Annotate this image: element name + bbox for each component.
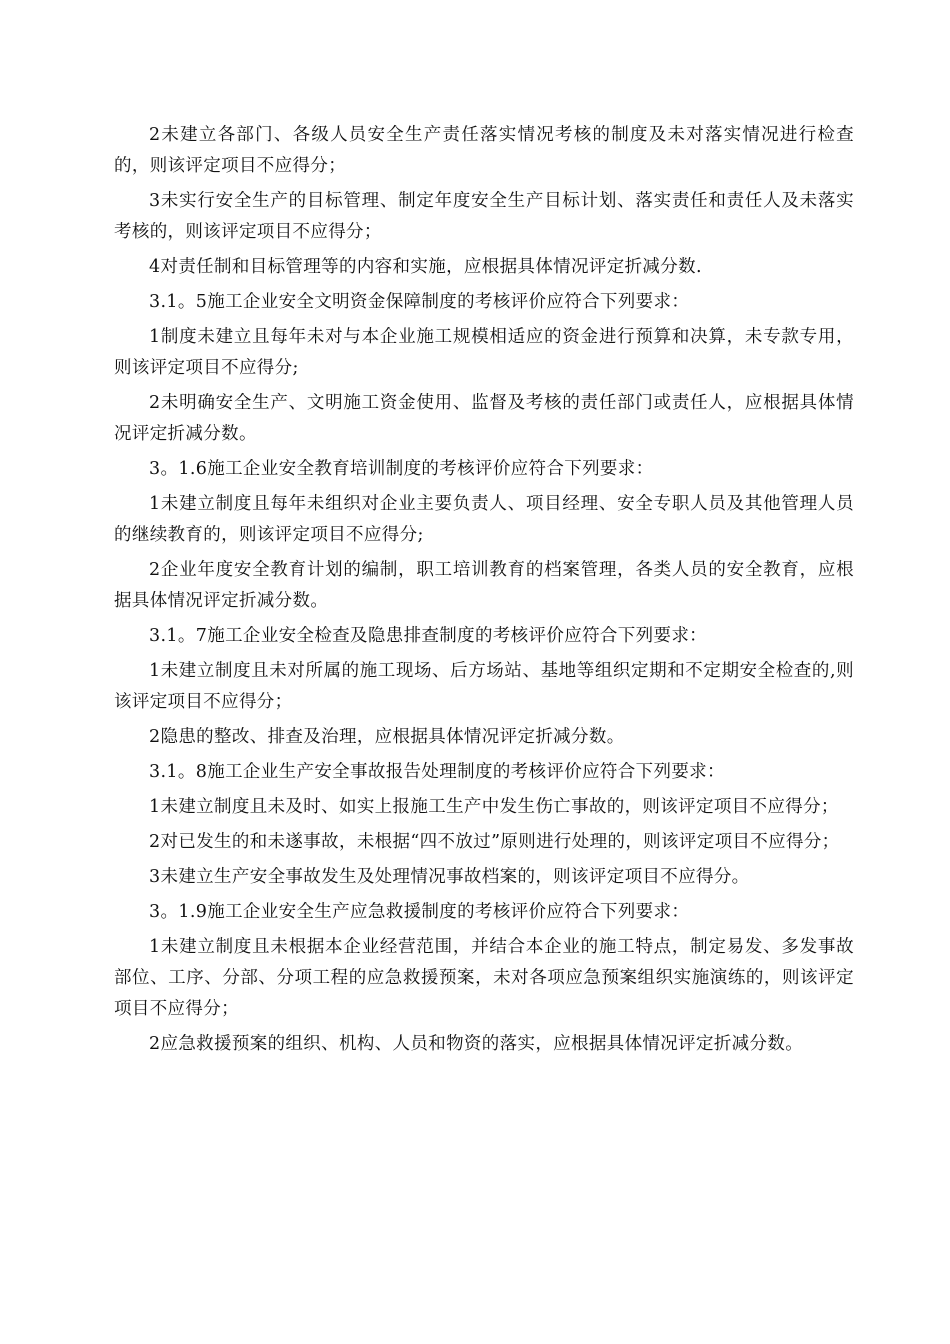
paragraph-item-2-four-not-release: 2对已发生的和未遂事故，未根据“四不放过”原则进行处理的，则该评定项目不应得分； <box>149 832 840 852</box>
section-heading-3-1-8: 3.1。8施工企业生产安全事故报告处理制度的考核评价应符合下列要求： <box>149 762 725 782</box>
paragraph-item-3-accident-archive: 3未建立生产安全事故发生及处理情况事故档案的，则该评定项目不应得分。 <box>149 867 750 887</box>
paragraph-item-1-inspection: 1未建立制度且未对所属的施工现场、后方场站、基地等组织定期和不定期安全检查的,则该评定项目不应得分； <box>114 661 854 712</box>
paragraph-item-1-emergency-plan: 1未建立制度且未根据本企业经营范围，并结合本企业的施工特点，制定易发、多发事故部位、工序、分部、分项工程的应急救援预案，未对各项应急预案组织实施演练的，则该评定项目不应得分； <box>114 937 854 1019</box>
paragraph-item-1-funding: 1制度未建立且每年未对与本企业施工规模相适应的资金进行预算和决算，未专款专用，则该评定项目不应得分; <box>114 327 854 378</box>
paragraph-item-2-hazard: 2隐患的整改、排查及治理，应根据具体情况评定折减分数。 <box>149 727 625 747</box>
paragraph-item-2-training-plan: 2企业年度安全教育计划的编制，职工培训教育的档案管理，各类人员的安全教育，应根据具体情况评定折减分数。 <box>114 560 854 611</box>
paragraph-item-2-emergency-resources: 2应急救援预案的组织、机构、人员和物资的落实，应根据具体情况评定折减分数。 <box>149 1034 804 1054</box>
section-heading-3-1-9: 3。1.9施工企业安全生产应急救援制度的考核评价应符合下列要求： <box>149 902 690 922</box>
paragraph-item-3-target-management: 3未实行安全生产的目标管理、制定年度安全生产目标计划、落实责任和责任人及未落实考核的，则该评定项目不应得分； <box>114 191 854 242</box>
paragraph-item-1-accident-report: 1未建立制度且未及时、如实上报施工生产中发生伤亡事故的，则该评定项目不应得分； <box>149 797 839 817</box>
paragraph-item-2-responsibility-check: 2未建立各部门、各级人员安全生产责任落实情况考核的制度及未对落实情况进行检查的，则该评定项目不应得分； <box>114 125 854 176</box>
section-heading-3-1-6: 3。1.6施工企业安全教育培训制度的考核评价应符合下列要求： <box>149 459 654 479</box>
paragraph-item-4-deduction: 4对责任制和目标管理等的内容和实施，应根据具体情况评定折减分数. <box>149 257 702 277</box>
paragraph-item-2-funding-responsibility: 2未明确安全生产、文明施工资金使用、监督及考核的责任部门或责任人，应根据具体情况评定折减分数。 <box>114 393 854 444</box>
section-heading-3-1-7: 3.1。7施工企业安全检查及隐患排查制度的考核评价应符合下列要求： <box>149 626 708 646</box>
section-heading-3-1-5: 3.1。5施工企业安全文明资金保障制度的考核评价应符合下列要求： <box>149 292 690 312</box>
paragraph-item-1-training: 1未建立制度且每年未组织对企业主要负责人、项目经理、安全专职人员及其他管理人员的继续教育的，则该评定项目不应得分; <box>114 494 854 545</box>
document-page <box>114 120 854 1064</box>
